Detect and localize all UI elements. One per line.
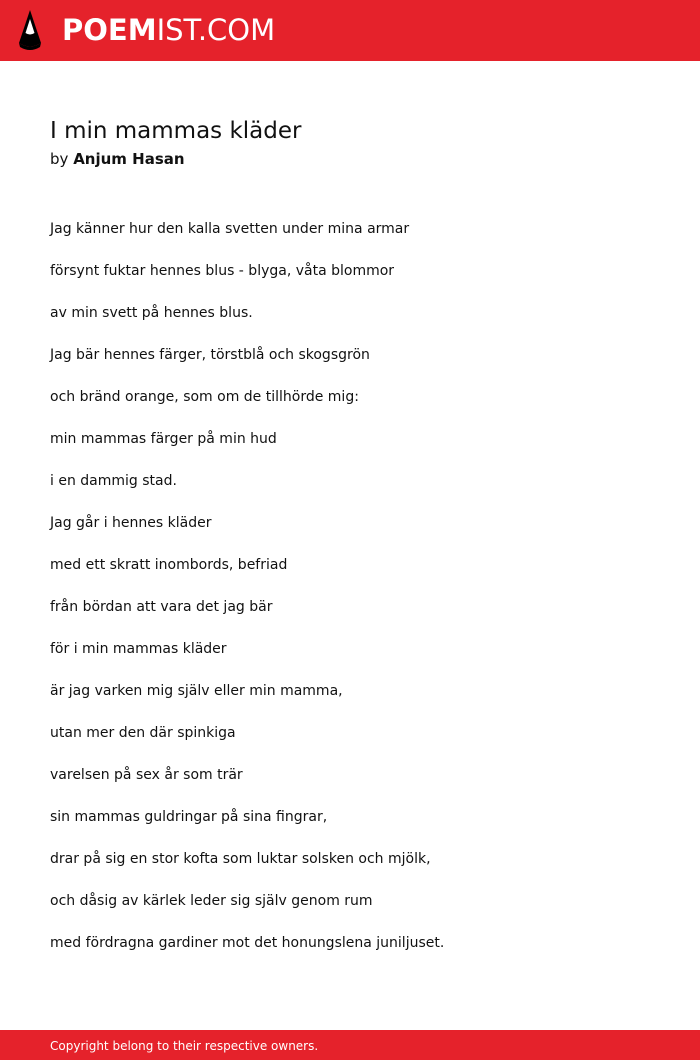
poem-body xyxy=(50,219,670,975)
author-name[interactable]: Anjum Hasan xyxy=(73,150,185,168)
poem-line: och dåsig av kärlek leder sig själv genom rum xyxy=(50,893,373,909)
logo-text-light: IST.COM xyxy=(156,13,276,47)
poem-line: med ett skratt inombords, befriad xyxy=(50,557,288,573)
poem-line: med fördragna gardiner mot det honungslena juniljuset. xyxy=(50,935,445,951)
poem-line: drar på sig en stor kofta som luktar solsken och mjölk, xyxy=(50,851,431,867)
poem-line: från bördan att vara det jag bär xyxy=(50,599,273,615)
copyright-text: Copyright belong to their respective owners. xyxy=(50,1039,319,1053)
poem-line: sin mammas guldringar på sina fingrar, xyxy=(50,809,328,825)
poem-line: min mammas färger på min hud xyxy=(50,431,277,447)
poem-line: försynt fuktar hennes blus - blyga, våta blommor xyxy=(50,263,395,279)
poem-byline xyxy=(50,148,185,170)
site-logo-link[interactable] xyxy=(62,12,275,48)
poem-line: Jag känner hur den kalla svetten under mina armar xyxy=(50,221,410,237)
poem-title: I min mammas kläder xyxy=(50,118,302,144)
poem-line: Jag bär hennes färger, törstblå och skogsgrön xyxy=(50,347,370,363)
logo-text-bold: POEM xyxy=(62,13,157,47)
site-header xyxy=(0,0,700,61)
poem-line: för i min mammas kläder xyxy=(50,641,227,657)
poem-line: utan mer den där spinkiga xyxy=(50,725,236,741)
poem-line: i en dammig stad. xyxy=(50,473,177,489)
site-footer xyxy=(0,1030,700,1060)
by-label: by xyxy=(50,150,69,168)
poem-line: Jag går i hennes kläder xyxy=(50,515,212,531)
poem-line: av min svett på hennes blus. xyxy=(50,305,253,321)
poem-line: är jag varken mig själv eller min mamma, xyxy=(50,683,343,699)
poem-line: varelsen på sex år som trär xyxy=(50,767,243,783)
poem-line: och bränd orange, som om de tillhörde mig: xyxy=(50,389,359,405)
pencil-nib-icon[interactable] xyxy=(16,9,44,51)
